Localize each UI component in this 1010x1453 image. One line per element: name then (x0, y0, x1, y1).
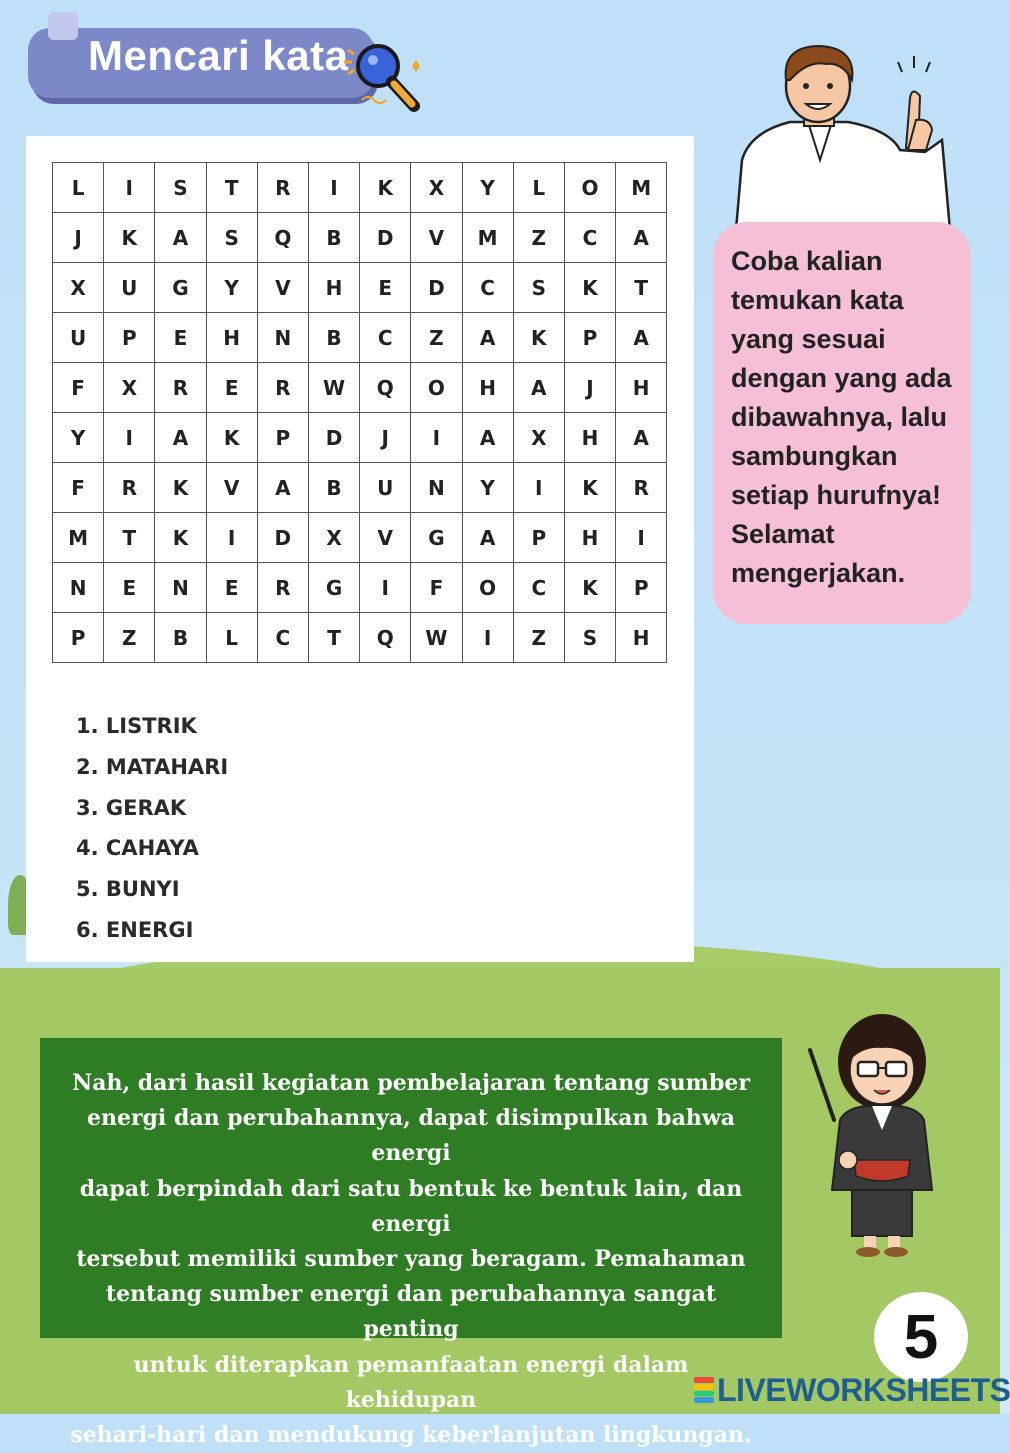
grid-cell[interactable]: G (308, 563, 359, 613)
grid-cell[interactable]: T (308, 613, 359, 663)
instruction-line: setiap hurufnya! (731, 480, 942, 510)
page-title: Mencari kata (88, 32, 349, 79)
instruction-line: temukan kata (731, 285, 904, 315)
word-list (76, 706, 228, 951)
grid-cell[interactable]: B (308, 213, 359, 263)
grid-cell[interactable]: B (308, 313, 359, 363)
grid-cell[interactable]: P (257, 413, 308, 463)
grid-row (53, 263, 667, 313)
grid-cell[interactable]: U (360, 463, 411, 513)
word-item: 2. MATAHARI (76, 754, 229, 779)
grid-cell[interactable]: I (104, 413, 155, 463)
word-item: 4. CAHAYA (76, 836, 199, 861)
grid-cell[interactable]: I (104, 163, 155, 213)
grid-cell[interactable]: H (308, 263, 359, 313)
grid-cell[interactable]: U (104, 263, 155, 313)
summary-box (40, 1038, 782, 1449)
instruction-line: Selamat (731, 519, 835, 549)
grid-cell[interactable]: D (360, 213, 411, 263)
grid-cell[interactable]: K (104, 213, 155, 263)
grid-cell[interactable]: S (564, 613, 615, 663)
grid-row (53, 513, 667, 563)
grid-cell[interactable]: D (308, 413, 359, 463)
grid-cell[interactable]: M (462, 213, 513, 263)
grid-cell[interactable]: P (53, 613, 104, 663)
magnifier-icon (340, 38, 430, 118)
grid-cell[interactable]: H (564, 513, 615, 563)
grid-cell[interactable]: J (53, 213, 104, 263)
grid-cell[interactable]: S (513, 263, 564, 313)
grid-cell[interactable]: R (257, 163, 308, 213)
grid-cell[interactable]: D (257, 513, 308, 563)
grid-cell[interactable]: A (616, 313, 667, 363)
grid-cell[interactable]: P (513, 513, 564, 563)
grid-cell[interactable]: T (616, 263, 667, 313)
grid-cell[interactable]: P (564, 313, 615, 363)
grid-cell[interactable]: T (104, 513, 155, 563)
grid-cell[interactable]: C (564, 213, 615, 263)
teacher-illustration (800, 1010, 950, 1260)
grid-cell[interactable]: F (53, 463, 104, 513)
grid-cell[interactable]: A (462, 513, 513, 563)
grid-cell[interactable]: X (53, 263, 104, 313)
grid-cell[interactable]: C (462, 263, 513, 313)
grid-cell[interactable]: K (513, 313, 564, 363)
grid-cell[interactable]: E (206, 363, 257, 413)
grid-cell[interactable]: Z (513, 613, 564, 663)
summary-line: tentang sumber energi dan perubahannya sangat penting (105, 1281, 717, 1343)
grid-cell[interactable]: J (360, 413, 411, 463)
grid-cell[interactable]: X (308, 513, 359, 563)
grid-cell[interactable]: K (155, 463, 206, 513)
summary-line: untuk diterapkan pemanfaatan energi dalam kehidupan (133, 1351, 689, 1413)
grid-cell[interactable]: A (462, 413, 513, 463)
title-tab-decoration (48, 12, 78, 40)
grid-cell[interactable]: K (206, 413, 257, 463)
grid-cell[interactable]: Y (53, 413, 104, 463)
grid-cell[interactable]: F (53, 363, 104, 413)
grid-cell[interactable]: I (513, 463, 564, 513)
grid-cell[interactable]: Z (104, 613, 155, 663)
grid-cell[interactable]: M (616, 163, 667, 213)
grid-cell[interactable]: H (462, 363, 513, 413)
instruction-line: dengan yang ada (731, 363, 952, 393)
grid-row (53, 213, 667, 263)
grid-cell[interactable]: F (411, 563, 462, 613)
instruction-line: mengerjakan. (731, 558, 906, 588)
grid-cell[interactable]: A (616, 213, 667, 263)
grid-cell[interactable]: E (206, 563, 257, 613)
grid-cell[interactable]: P (616, 563, 667, 613)
grid-cell[interactable]: V (206, 463, 257, 513)
instruction-text (731, 242, 957, 593)
grid-cell[interactable]: H (564, 413, 615, 463)
grid-cell[interactable]: L (206, 613, 257, 663)
grid-cell[interactable]: I (411, 413, 462, 463)
grid-cell[interactable]: H (616, 613, 667, 663)
grid-cell[interactable]: O (411, 363, 462, 413)
word-item: 3. GERAK (76, 795, 187, 820)
grid-cell[interactable]: W (411, 613, 462, 663)
grid-cell[interactable]: X (411, 163, 462, 213)
grid-cell[interactable]: L (513, 163, 564, 213)
grid-cell[interactable]: U (53, 313, 104, 363)
grid-cell[interactable]: B (155, 613, 206, 663)
grid-cell[interactable]: V (411, 213, 462, 263)
grid-cell[interactable]: R (257, 363, 308, 413)
liveworksheets-brand: LIVEWORKSHEETS (717, 1371, 1010, 1408)
grid-cell[interactable]: C (513, 563, 564, 613)
grid-cell[interactable]: I (462, 613, 513, 663)
grid-cell[interactable]: Z (513, 213, 564, 263)
grid-cell[interactable]: A (257, 463, 308, 513)
grid-cell[interactable]: W (308, 363, 359, 413)
grid-cell[interactable]: Y (462, 463, 513, 513)
word-item: 6. ENERGI (76, 917, 194, 942)
grid-cell[interactable]: A (513, 363, 564, 413)
grid-cell[interactable]: A (155, 213, 206, 263)
grid-cell[interactable]: V (360, 513, 411, 563)
grid-cell[interactable]: I (616, 513, 667, 563)
grid-row (53, 313, 667, 363)
grid-cell[interactable]: H (616, 363, 667, 413)
grid-cell[interactable]: X (513, 413, 564, 463)
grid-row (53, 463, 667, 513)
summary-line: energi dan perubahannya, dapat disimpulkan bahwa energi (86, 1105, 736, 1167)
grid-cell[interactable]: Z (411, 313, 462, 363)
grid-cell[interactable]: K (564, 563, 615, 613)
boy-pointing-illustration (730, 40, 960, 240)
word-item: 5. BUNYI (76, 877, 180, 902)
grid-cell[interactable]: S (206, 213, 257, 263)
grid-cell[interactable]: Q (360, 363, 411, 413)
grid-cell[interactable]: A (462, 313, 513, 363)
grid-cell[interactable]: Y (206, 263, 257, 313)
summary-text (70, 1066, 752, 1453)
instruction-line: Coba kalian (731, 246, 883, 276)
grid-cell[interactable]: B (308, 463, 359, 513)
word-item: 1. LISTRIK (76, 714, 197, 738)
grid-cell[interactable]: V (257, 263, 308, 313)
word-search-grid (52, 162, 667, 663)
liveworksheets-logo (694, 1371, 1010, 1408)
instruction-bubble (713, 222, 971, 624)
grid-cell[interactable]: G (155, 263, 206, 313)
grid-cell[interactable]: I (360, 563, 411, 613)
grid-cell[interactable]: X (104, 363, 155, 413)
grid-cell[interactable]: R (616, 463, 667, 513)
grid-cell[interactable]: E (104, 563, 155, 613)
grid-cell[interactable]: E (360, 263, 411, 313)
grid-cell[interactable]: J (564, 363, 615, 413)
grid-cell[interactable]: R (104, 463, 155, 513)
page-number-badge (874, 1292, 968, 1382)
grid-cell[interactable]: I (308, 163, 359, 213)
grid-cell[interactable]: G (411, 513, 462, 563)
grid-row (53, 613, 667, 663)
grid-row (53, 563, 667, 613)
summary-line: sehari-hari dan mendukung keberlanjutan lingkungan. (70, 1422, 752, 1449)
grid-cell[interactable]: K (360, 163, 411, 213)
grid-cell[interactable]: N (53, 563, 104, 613)
grid-cell[interactable]: M (53, 513, 104, 563)
grid-row (53, 413, 667, 463)
grid-cell[interactable]: E (155, 313, 206, 363)
grid-cell[interactable]: Q (360, 613, 411, 663)
grid-cell[interactable]: P (104, 313, 155, 363)
grid-cell[interactable]: C (360, 313, 411, 363)
grid-cell[interactable]: K (564, 463, 615, 513)
grid-cell[interactable]: R (155, 363, 206, 413)
grid-cell[interactable]: D (411, 263, 462, 313)
grid-cell[interactable]: K (155, 513, 206, 563)
grid-row (53, 163, 667, 213)
summary-line: dapat berpindah dari satu bentuk ke bentuk lain, dan energi (79, 1175, 743, 1237)
grid-cell[interactable]: T (206, 163, 257, 213)
grid-cell[interactable]: K (564, 263, 615, 313)
grid-cell[interactable]: N (257, 313, 308, 363)
summary-line: tersebut memiliki sumber yang beragam. Pemahaman (76, 1246, 746, 1273)
grid-cell[interactable]: O (462, 563, 513, 613)
grid-cell[interactable]: A (616, 413, 667, 463)
instruction-line: yang sesuai (731, 324, 886, 354)
instruction-line: dibawahnya, lalu (731, 402, 948, 432)
grid-cell[interactable]: N (411, 463, 462, 513)
summary-line: Nah, dari hasil kegiatan pembelajaran tentang sumber (72, 1070, 750, 1096)
grid-cell[interactable]: Y (462, 163, 513, 213)
grid-row (53, 363, 667, 413)
grid-cell[interactable]: C (257, 613, 308, 663)
grid-cell[interactable]: R (257, 563, 308, 613)
grid-cell[interactable]: H (206, 313, 257, 363)
instruction-line: sambungkan (731, 441, 898, 471)
grid-cell[interactable]: Q (257, 213, 308, 263)
grid-cell[interactable]: O (564, 163, 615, 213)
grid-cell[interactable]: N (155, 563, 206, 613)
grid-cell[interactable]: I (206, 513, 257, 563)
page-number: 5 (903, 1302, 939, 1372)
grid-cell[interactable]: S (155, 163, 206, 213)
liveworksheets-logo-icon (694, 1377, 714, 1403)
grid-cell[interactable]: L (53, 163, 104, 213)
grid-cell[interactable]: A (155, 413, 206, 463)
